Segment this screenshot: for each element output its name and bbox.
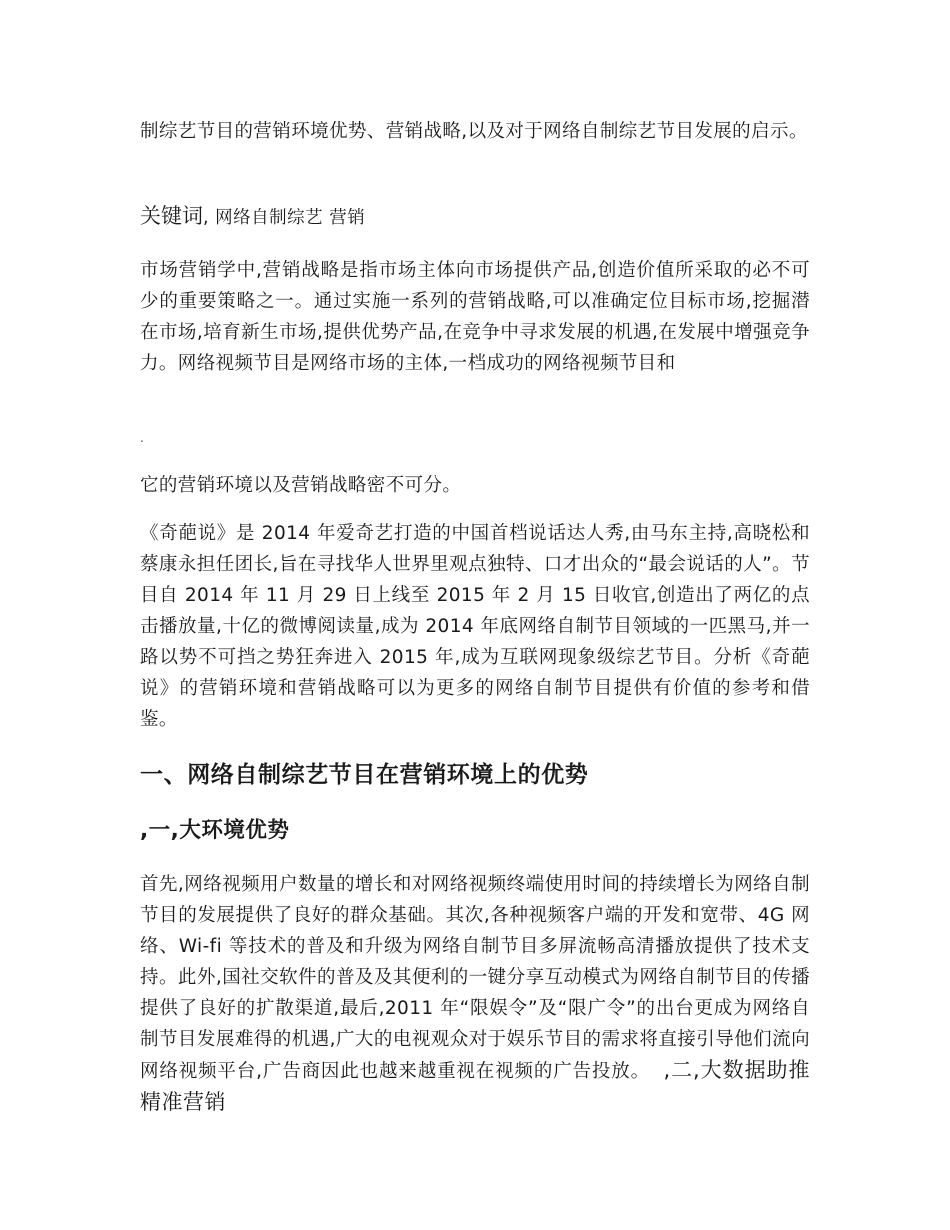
paragraph-macro-environment [140, 869, 810, 1119]
paragraph-macro-text: 首先,网络视频用户数量的增长和对网络视频终端使用时间的持续增长为网络自制节目的发展提供了良好的群众基础。其次,各种视频客户端的开发和宽带、4G 网络、Wi-fi 等技术的普及和升级为网络自制节目多屏流畅高清播放提供了技术支持。此外,国社交软件的普及及其便利的一键分享互动模式为网络自制节目的传播提供了良好的扩散渠道,最后,2011 年“限娱令”及“限广令”的出台更成为网络自制节目发展难得的机遇,广大的电视观众对于娱乐节目的需求将直接引导他们流向网络视频平台,广告商因此也越来越重视在视频的广告投放。 [140, 874, 810, 1082]
subsection-heading-1: ,一,大环境优势 [140, 818, 290, 843]
subsection-heading-2: ,二,大数据助推精准营销 [140, 1058, 811, 1114]
paragraph-environment: 它的营销环境以及营销战略密不可分。 [140, 475, 462, 496]
section-heading-1: 一、网络自制综艺节目在营销环境上的优势 [140, 762, 589, 788]
paragraph-marketing-strategy: 市场营销学中,营销战略是指市场主体向市场提供产品,创造价值所采取的必不可少的重要策略之一。通过实施一系列的营销战略,可以准确定位目标市场,挖掘潜在市场,培育新生市场,提供优势产品,在竞争中寻求发展的机遇,在发展中增强竞争力。网络视频节目是网络市场的主体,一档成功的网络视频节目和 [140, 260, 810, 374]
intro-paragraph: 制综艺节目的营销环境优势、营销战略,以及对于网络自制综艺节目发展的启示。 [140, 121, 808, 142]
keywords-label: 关键词 [140, 204, 203, 228]
keywords-line [140, 201, 810, 233]
paragraph-qipashuo: 《奇葩说》是 2014 年爱奇艺打造的中国首档说话达人秀,由马东主持,高晓松和蔡康永担任团长,旨在寻找华人世界里观点独特、口才出众的“最会说话的人”。节目自 2014 年 11 月 29 日上线至 2015 年 2 月 15 日收官,创造出了两亿的点击播放量,十亿的微博阅读量,成为 2014 年底网络自制节目领域的一匹黑马,并一路以势不可挡之势狂奔进入 2015 年,成为互联网现象级综艺节目。分析《奇葩说》的营销环境和营销战略可以为更多的网络自制节目提供有价值的参考和借鉴。 [140, 523, 810, 730]
keywords-items: , 网络自制综艺 营销 [203, 208, 366, 228]
page-break-marker: . [140, 431, 144, 445]
